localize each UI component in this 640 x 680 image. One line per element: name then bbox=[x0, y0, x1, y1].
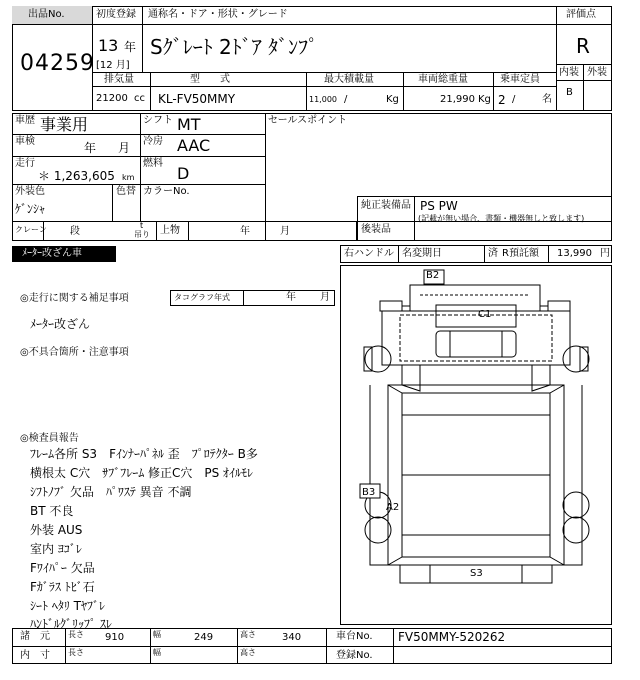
inspector-line: ﾊﾝﾄﾞﾙｸﾞﾘｯﾌﾟ ｽﾚ bbox=[30, 617, 112, 631]
color-code-label: カラーNo. bbox=[143, 186, 190, 197]
upper-month: 月 bbox=[280, 226, 290, 237]
name-change-label: 名変期日 bbox=[402, 248, 442, 259]
first-registration-label: 初度登録 bbox=[96, 9, 136, 20]
max-load-unit: Kg bbox=[386, 94, 399, 105]
evaluation-label: 評価点 bbox=[566, 9, 596, 20]
sales-point-label: セールスポイント bbox=[268, 115, 348, 126]
left-mirror bbox=[380, 301, 402, 311]
recycle-amount: 13,990 bbox=[557, 248, 592, 259]
mark-s3: S3 bbox=[470, 568, 483, 579]
inspection-month: 月 bbox=[118, 141, 131, 155]
chassis-label: 車台No. bbox=[336, 631, 373, 642]
equipment-label: 純正装備品 bbox=[361, 200, 411, 211]
tacho-year: 年 bbox=[286, 292, 296, 303]
right-mirror bbox=[548, 301, 570, 311]
interior-score: B bbox=[566, 87, 573, 98]
inspector-line: 外装 AUS bbox=[30, 523, 83, 537]
crane-label: クレーン bbox=[15, 225, 47, 234]
recycle-unit: 円 bbox=[600, 248, 610, 259]
aftermarket-label: 後装品 bbox=[361, 224, 391, 235]
history-value: 事業用 bbox=[40, 115, 89, 134]
evaluation-frame bbox=[556, 6, 612, 111]
outer-width-value: 249 bbox=[194, 632, 214, 643]
upper-label: 上物 bbox=[160, 225, 180, 236]
displacement-label: 排気量 bbox=[104, 74, 134, 85]
recycle-done-label: 済 bbox=[488, 248, 498, 259]
inner-height-label: 高さ bbox=[240, 648, 256, 657]
inspector-line: ﾌﾚｰﾑ各所 S3 Fｲﾝﾅｰﾊﾟﾈﾙ 歪 ﾌﾟﾛﾃｸﾀｰ B多 bbox=[30, 447, 258, 461]
inspector-line: Fｶﾞﾗｽ ﾄﾋﾞ石 bbox=[30, 580, 95, 594]
shift-value: MT bbox=[177, 115, 201, 134]
windshield bbox=[436, 305, 516, 327]
tacho-month: 月 bbox=[320, 292, 330, 303]
outer-length-value: 910 bbox=[105, 632, 125, 643]
capacity-slash: / bbox=[512, 94, 516, 105]
lot-number: 04259 bbox=[20, 51, 95, 76]
gross-weight-value: 21,990 bbox=[440, 94, 475, 105]
inspection-label: 車検 bbox=[15, 136, 35, 147]
cab-roof bbox=[410, 285, 540, 311]
exterior-color-value: ｹﾞﾝｼｬ bbox=[15, 202, 46, 216]
defects-title: ◎不具合箇所・注意事項 bbox=[20, 347, 129, 358]
inner-length-label: 長さ bbox=[68, 648, 84, 657]
driving-note-1: ﾒｰﾀｰ改ざん bbox=[30, 317, 91, 331]
right-handle-label: 右ハンドル bbox=[344, 248, 394, 259]
mark-b2: B2 bbox=[426, 270, 440, 281]
driving-notes-title: ◎走行に関する補足事項 bbox=[20, 293, 129, 304]
inspector-line: 室内 ﾖｺﾞﾚ bbox=[30, 542, 82, 556]
type-label: 型 式 bbox=[190, 74, 230, 85]
outer-width-label: 幅 bbox=[153, 630, 161, 639]
rear-right-wheel-1 bbox=[563, 492, 589, 518]
color-change-label: 色替 bbox=[116, 186, 136, 197]
fuel-value: D bbox=[177, 164, 190, 183]
mark-a2: A2 bbox=[386, 502, 400, 513]
mark-b3: B3 bbox=[362, 487, 376, 498]
model-name: Sｸﾞﾚｰﾄ 2ﾄﾞｱ ﾀﾞﾝﾌﾟ bbox=[150, 35, 319, 59]
lot-number-label: 出品No. bbox=[28, 9, 65, 20]
rear-left-wheel-2 bbox=[365, 517, 391, 543]
inspection-year: 年 bbox=[84, 141, 97, 155]
tacho-label: タコグラフ年式 bbox=[174, 293, 230, 302]
registration-label: 登録No. bbox=[336, 650, 373, 661]
displacement-value: 21200 bbox=[96, 93, 128, 104]
outer-length-label: 長さ bbox=[68, 630, 84, 639]
inspector-line: 横根太 C穴 ｻﾌﾞﾌﾚｰﾑ 修正C穴 PS ｵｲﾙﾓﾚ bbox=[30, 466, 254, 480]
fuel-label: 燃料 bbox=[143, 158, 163, 169]
history-label: 車歴 bbox=[15, 115, 35, 126]
first-registration-month: [12 月] bbox=[96, 60, 130, 71]
equipment-value: PS PW bbox=[420, 199, 458, 213]
crane-ton-top: t bbox=[140, 221, 144, 230]
grille bbox=[436, 331, 516, 357]
meter-tamper-text: ﾒｰﾀｰ改ざん車 bbox=[22, 248, 82, 259]
aftermarket-note: (記載が無い場合、書類・機器無しと致します) bbox=[418, 214, 585, 223]
recycle-deposit-label: R預託額 bbox=[502, 248, 539, 259]
exterior-label: 外装 bbox=[587, 67, 607, 78]
crane-ton-bottom: 吊り bbox=[134, 230, 150, 239]
max-load-label: 最大積載量 bbox=[324, 74, 374, 85]
ac-label: 冷房 bbox=[143, 136, 163, 147]
meter-tamper-banner bbox=[12, 246, 116, 262]
mileage-label: 走行 bbox=[15, 158, 35, 169]
inspector-line: ｼｰﾄ ﾍﾀﾘ Tﾔﾌﾞﾚ bbox=[30, 599, 105, 613]
displacement-unit: cc bbox=[134, 93, 145, 104]
year-unit: 年 bbox=[124, 40, 137, 54]
front-left-wheel bbox=[365, 346, 391, 372]
rear-right-wheel-2 bbox=[563, 517, 589, 543]
exterior-color-label: 外装色 bbox=[15, 186, 45, 197]
mileage-unit: km bbox=[122, 173, 135, 182]
crane-stage: 段 bbox=[70, 226, 80, 237]
inner-dimension-label: 内 寸 bbox=[20, 650, 50, 661]
capacity-label: 乗車定員 bbox=[500, 74, 540, 85]
front-right-wheel bbox=[563, 346, 589, 372]
inspector-line: ｼﾌﾄﾉﾌﾞ 欠品 ﾊﾟﾜｽﾃ 異音 不調 bbox=[30, 485, 192, 499]
mark-c1: C1 bbox=[478, 309, 492, 320]
outer-height-value: 340 bbox=[282, 632, 302, 643]
inspector-report-title: ◎検査員報告 bbox=[20, 433, 79, 444]
shift-label: シフト bbox=[143, 115, 173, 126]
mileage-value: ＊ 1,263,605 bbox=[38, 169, 115, 183]
type-value: KL-FV50MMY bbox=[158, 92, 236, 106]
max-load-slash: / bbox=[344, 94, 348, 105]
capacity-unit: 名 bbox=[542, 94, 552, 105]
max-load-value: 11,000 bbox=[309, 95, 337, 104]
evaluation-score: R bbox=[576, 34, 590, 58]
capacity-value: 2 bbox=[498, 93, 506, 107]
gross-weight-label: 車両総重量 bbox=[418, 74, 468, 85]
ac-value: AAC bbox=[177, 136, 211, 155]
outer-dimension-label: 諸 元 bbox=[20, 631, 50, 642]
model-name-label: 通称名・ドア・形状・グレード bbox=[148, 9, 288, 20]
outer-height-label: 高さ bbox=[240, 630, 256, 639]
first-registration-year: 13 bbox=[98, 36, 119, 55]
chassis-value: FV50MMY-520262 bbox=[398, 630, 506, 644]
inspector-line: BT 不良 bbox=[30, 504, 74, 518]
upper-year: 年 bbox=[240, 226, 250, 237]
gross-weight-unit: Kg bbox=[478, 94, 491, 105]
inspector-line: Fﾜｲﾊﾟｰ 欠品 bbox=[30, 561, 95, 575]
interior-label: 内装 bbox=[559, 67, 579, 78]
inner-width-label: 幅 bbox=[153, 648, 161, 657]
